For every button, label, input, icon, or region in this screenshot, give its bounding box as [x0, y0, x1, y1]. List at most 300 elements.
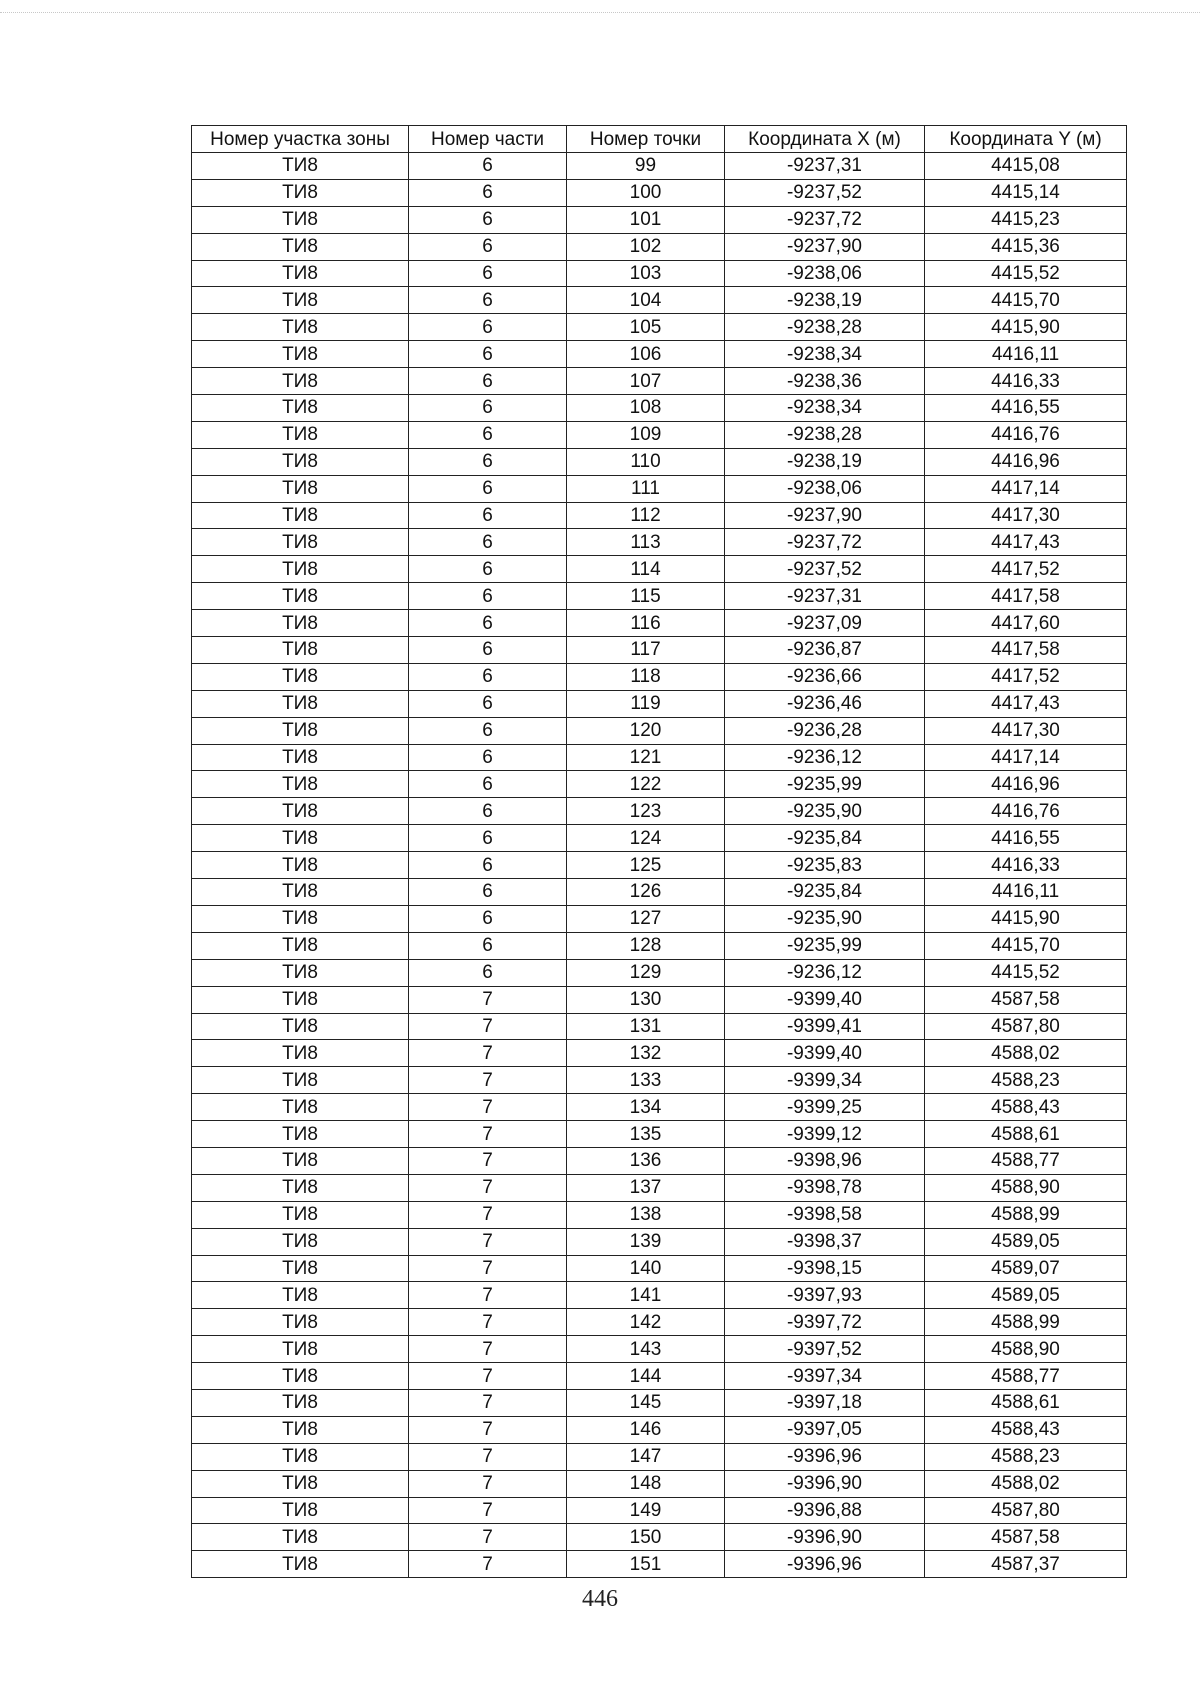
cell-part-number: 7: [409, 1389, 567, 1416]
cell-coordinate-y: 4417,58: [925, 583, 1127, 610]
cell-coordinate-x: -9397,93: [725, 1282, 925, 1309]
cell-coordinate-y: 4416,33: [925, 852, 1127, 879]
cell-coordinate-x: -9237,31: [725, 153, 925, 180]
cell-part-number: 7: [409, 1255, 567, 1282]
header-part-number: Номер части: [409, 126, 567, 153]
cell-point-number: 117: [567, 637, 725, 664]
cell-coordinate-y: 4588,43: [925, 1416, 1127, 1443]
cell-part-number: 7: [409, 1524, 567, 1551]
cell-zone-section: ТИ8: [192, 717, 409, 744]
cell-coordinate-x: -9238,28: [725, 421, 925, 448]
cell-part-number: 6: [409, 798, 567, 825]
cell-part-number: 7: [409, 1094, 567, 1121]
cell-point-number: 120: [567, 717, 725, 744]
cell-part-number: 6: [409, 153, 567, 180]
cell-point-number: 140: [567, 1255, 725, 1282]
cell-point-number: 103: [567, 260, 725, 287]
cell-zone-section: ТИ8: [192, 260, 409, 287]
cell-part-number: 7: [409, 1309, 567, 1336]
cell-coordinate-y: 4415,52: [925, 959, 1127, 986]
cell-part-number: 6: [409, 879, 567, 906]
table-row: [192, 1470, 1127, 1497]
cell-zone-section: ТИ8: [192, 1174, 409, 1201]
table-row: [192, 206, 1127, 233]
table-row: [192, 1389, 1127, 1416]
cell-point-number: 127: [567, 905, 725, 932]
cell-zone-section: ТИ8: [192, 852, 409, 879]
cell-coordinate-y: 4588,99: [925, 1201, 1127, 1228]
cell-part-number: 7: [409, 1497, 567, 1524]
cell-part-number: 6: [409, 744, 567, 771]
cell-part-number: 7: [409, 1443, 567, 1470]
cell-coordinate-y: 4588,77: [925, 1363, 1127, 1390]
cell-zone-section: ТИ8: [192, 1255, 409, 1282]
cell-part-number: 6: [409, 690, 567, 717]
cell-part-number: 6: [409, 556, 567, 583]
cell-point-number: 99: [567, 153, 725, 180]
cell-point-number: 123: [567, 798, 725, 825]
header-point-number: Номер точки: [567, 126, 725, 153]
cell-coordinate-y: 4589,07: [925, 1255, 1127, 1282]
cell-zone-section: ТИ8: [192, 1309, 409, 1336]
cell-coordinate-x: -9397,18: [725, 1389, 925, 1416]
cell-coordinate-x: -9399,25: [725, 1094, 925, 1121]
table-row: [192, 663, 1127, 690]
cell-coordinate-x: -9236,12: [725, 744, 925, 771]
cell-zone-section: ТИ8: [192, 986, 409, 1013]
cell-point-number: 119: [567, 690, 725, 717]
table-row: [192, 1524, 1127, 1551]
cell-point-number: 146: [567, 1416, 725, 1443]
cell-part-number: 6: [409, 932, 567, 959]
cell-point-number: 142: [567, 1309, 725, 1336]
cell-part-number: 6: [409, 905, 567, 932]
cell-coordinate-y: 4588,61: [925, 1121, 1127, 1148]
cell-point-number: 100: [567, 179, 725, 206]
cell-coordinate-x: -9398,37: [725, 1228, 925, 1255]
cell-part-number: 6: [409, 421, 567, 448]
cell-coordinate-y: 4415,52: [925, 260, 1127, 287]
table-row: [192, 932, 1127, 959]
cell-point-number: 104: [567, 287, 725, 314]
cell-coordinate-y: 4587,58: [925, 1524, 1127, 1551]
cell-part-number: 6: [409, 368, 567, 395]
cell-zone-section: ТИ8: [192, 637, 409, 664]
table-row: [192, 852, 1127, 879]
cell-zone-section: ТИ8: [192, 1443, 409, 1470]
cell-zone-section: ТИ8: [192, 475, 409, 502]
cell-point-number: 122: [567, 771, 725, 798]
cell-part-number: 6: [409, 475, 567, 502]
table-row: [192, 475, 1127, 502]
table-row: [192, 1551, 1127, 1578]
table-row: [192, 1174, 1127, 1201]
cell-part-number: 7: [409, 1201, 567, 1228]
cell-zone-section: ТИ8: [192, 744, 409, 771]
cell-coordinate-x: -9399,12: [725, 1121, 925, 1148]
cell-point-number: 138: [567, 1201, 725, 1228]
cell-part-number: 6: [409, 206, 567, 233]
cell-coordinate-x: -9237,52: [725, 179, 925, 206]
cell-coordinate-y: 4588,43: [925, 1094, 1127, 1121]
cell-zone-section: ТИ8: [192, 1067, 409, 1094]
cell-part-number: 6: [409, 959, 567, 986]
table-row: [192, 1443, 1127, 1470]
cell-coordinate-y: 4417,43: [925, 529, 1127, 556]
table-row: [192, 583, 1127, 610]
cell-coordinate-x: -9238,19: [725, 287, 925, 314]
cell-point-number: 118: [567, 663, 725, 690]
cell-point-number: 110: [567, 448, 725, 475]
cell-point-number: 147: [567, 1443, 725, 1470]
cell-coordinate-y: 4417,14: [925, 475, 1127, 502]
cell-coordinate-x: -9397,34: [725, 1363, 925, 1390]
cell-coordinate-y: 4588,99: [925, 1309, 1127, 1336]
table-row: [192, 395, 1127, 422]
table-row: [192, 179, 1127, 206]
cell-zone-section: ТИ8: [192, 663, 409, 690]
cell-coordinate-x: -9397,52: [725, 1336, 925, 1363]
cell-zone-section: ТИ8: [192, 932, 409, 959]
table-row: [192, 798, 1127, 825]
cell-zone-section: ТИ8: [192, 1416, 409, 1443]
cell-part-number: 6: [409, 448, 567, 475]
cell-coordinate-x: -9398,78: [725, 1174, 925, 1201]
cell-zone-section: ТИ8: [192, 1524, 409, 1551]
cell-coordinate-x: -9398,96: [725, 1147, 925, 1174]
table-row: [192, 368, 1127, 395]
cell-coordinate-x: -9399,40: [725, 986, 925, 1013]
table-header-row: [192, 126, 1127, 153]
cell-zone-section: ТИ8: [192, 287, 409, 314]
cell-part-number: 6: [409, 852, 567, 879]
cell-point-number: 149: [567, 1497, 725, 1524]
cell-part-number: 6: [409, 771, 567, 798]
cell-coordinate-y: 4588,90: [925, 1174, 1127, 1201]
cell-zone-section: ТИ8: [192, 825, 409, 852]
table-row: [192, 1121, 1127, 1148]
cell-point-number: 115: [567, 583, 725, 610]
cell-part-number: 7: [409, 1228, 567, 1255]
cell-part-number: 6: [409, 825, 567, 852]
table-row: [192, 637, 1127, 664]
cell-point-number: 107: [567, 368, 725, 395]
cell-coordinate-y: 4417,58: [925, 637, 1127, 664]
cell-zone-section: ТИ8: [192, 502, 409, 529]
cell-zone-section: ТИ8: [192, 341, 409, 368]
table-row: [192, 1147, 1127, 1174]
cell-coordinate-y: 4588,02: [925, 1040, 1127, 1067]
cell-coordinate-y: 4416,96: [925, 448, 1127, 475]
table-row: [192, 1309, 1127, 1336]
cell-zone-section: ТИ8: [192, 1147, 409, 1174]
cell-coordinate-x: -9397,05: [725, 1416, 925, 1443]
cell-point-number: 130: [567, 986, 725, 1013]
cell-coordinate-x: -9235,90: [725, 905, 925, 932]
table-row: [192, 1282, 1127, 1309]
cell-part-number: 6: [409, 260, 567, 287]
cell-coordinate-y: 4587,58: [925, 986, 1127, 1013]
cell-coordinate-y: 4415,90: [925, 905, 1127, 932]
table-row: [192, 1201, 1127, 1228]
cell-part-number: 6: [409, 502, 567, 529]
cell-zone-section: ТИ8: [192, 771, 409, 798]
cell-coordinate-x: -9235,90: [725, 798, 925, 825]
table-row: [192, 529, 1127, 556]
cell-zone-section: ТИ8: [192, 583, 409, 610]
cell-coordinate-y: 4589,05: [925, 1282, 1127, 1309]
cell-point-number: 133: [567, 1067, 725, 1094]
table-row: [192, 1416, 1127, 1443]
cell-coordinate-x: -9237,09: [725, 610, 925, 637]
cell-coordinate-x: -9236,12: [725, 959, 925, 986]
cell-coordinate-x: -9236,87: [725, 637, 925, 664]
cell-part-number: 7: [409, 1416, 567, 1443]
cell-zone-section: ТИ8: [192, 1228, 409, 1255]
table-row: [192, 1228, 1127, 1255]
cell-part-number: 7: [409, 1040, 567, 1067]
cell-zone-section: ТИ8: [192, 1013, 409, 1040]
cell-coordinate-y: 4417,14: [925, 744, 1127, 771]
table-row: [192, 1363, 1127, 1390]
cell-coordinate-y: 4588,77: [925, 1147, 1127, 1174]
cell-zone-section: ТИ8: [192, 610, 409, 637]
cell-coordinate-y: 4416,76: [925, 798, 1127, 825]
cell-coordinate-x: -9236,66: [725, 663, 925, 690]
cell-coordinate-y: 4415,90: [925, 314, 1127, 341]
cell-coordinate-y: 4588,61: [925, 1389, 1127, 1416]
table-row: [192, 341, 1127, 368]
cell-coordinate-y: 4588,90: [925, 1336, 1127, 1363]
cell-point-number: 113: [567, 529, 725, 556]
cell-coordinate-x: -9396,90: [725, 1470, 925, 1497]
cell-zone-section: ТИ8: [192, 1470, 409, 1497]
cell-coordinate-x: -9399,41: [725, 1013, 925, 1040]
cell-zone-section: ТИ8: [192, 314, 409, 341]
cell-coordinate-x: -9238,06: [725, 475, 925, 502]
cell-coordinate-x: -9238,36: [725, 368, 925, 395]
cell-point-number: 102: [567, 233, 725, 260]
cell-part-number: 6: [409, 610, 567, 637]
cell-zone-section: ТИ8: [192, 798, 409, 825]
cell-part-number: 7: [409, 1336, 567, 1363]
cell-coordinate-y: 4415,70: [925, 932, 1127, 959]
cell-coordinate-y: 4416,33: [925, 368, 1127, 395]
table-body: [192, 153, 1127, 1578]
cell-coordinate-y: 4417,52: [925, 663, 1127, 690]
table-row: [192, 610, 1127, 637]
scan-edge-line: [0, 12, 1200, 13]
cell-part-number: 6: [409, 179, 567, 206]
cell-point-number: 125: [567, 852, 725, 879]
table-row: [192, 421, 1127, 448]
cell-part-number: 7: [409, 1363, 567, 1390]
cell-coordinate-x: -9237,72: [725, 206, 925, 233]
cell-point-number: 134: [567, 1094, 725, 1121]
cell-coordinate-y: 4417,52: [925, 556, 1127, 583]
table-row: [192, 233, 1127, 260]
cell-point-number: 128: [567, 932, 725, 959]
cell-point-number: 135: [567, 1121, 725, 1148]
cell-point-number: 116: [567, 610, 725, 637]
header-zone-section: Номер участка зоны: [192, 126, 409, 153]
table-row: [192, 1336, 1127, 1363]
cell-coordinate-y: 4416,55: [925, 395, 1127, 422]
cell-part-number: 7: [409, 1551, 567, 1578]
cell-part-number: 6: [409, 395, 567, 422]
cell-point-number: 112: [567, 502, 725, 529]
cell-coordinate-y: 4589,05: [925, 1228, 1127, 1255]
table-row: [192, 314, 1127, 341]
table-row: [192, 825, 1127, 852]
cell-zone-section: ТИ8: [192, 1121, 409, 1148]
cell-part-number: 7: [409, 1147, 567, 1174]
cell-coordinate-x: -9238,34: [725, 341, 925, 368]
cell-part-number: 6: [409, 529, 567, 556]
cell-part-number: 7: [409, 1282, 567, 1309]
cell-point-number: 137: [567, 1174, 725, 1201]
table-row: [192, 153, 1127, 180]
cell-zone-section: ТИ8: [192, 959, 409, 986]
cell-part-number: 7: [409, 1067, 567, 1094]
cell-zone-section: ТИ8: [192, 1551, 409, 1578]
cell-coordinate-x: -9236,28: [725, 717, 925, 744]
cell-coordinate-y: 4417,60: [925, 610, 1127, 637]
cell-point-number: 131: [567, 1013, 725, 1040]
coordinates-table: [191, 125, 1127, 1578]
cell-coordinate-y: 4415,36: [925, 233, 1127, 260]
table-row: [192, 1067, 1127, 1094]
cell-coordinate-y: 4415,14: [925, 179, 1127, 206]
cell-zone-section: ТИ8: [192, 529, 409, 556]
cell-coordinate-y: 4417,43: [925, 690, 1127, 717]
cell-coordinate-x: -9238,34: [725, 395, 925, 422]
cell-point-number: 129: [567, 959, 725, 986]
cell-coordinate-x: -9237,52: [725, 556, 925, 583]
cell-coordinate-y: 4416,76: [925, 421, 1127, 448]
cell-coordinate-y: 4588,02: [925, 1470, 1127, 1497]
header-coordinate-x: Координата X (м): [725, 126, 925, 153]
page-number: 446: [582, 1586, 618, 1612]
cell-zone-section: ТИ8: [192, 153, 409, 180]
cell-part-number: 6: [409, 583, 567, 610]
cell-coordinate-x: -9237,31: [725, 583, 925, 610]
cell-part-number: 7: [409, 1174, 567, 1201]
cell-coordinate-x: -9396,90: [725, 1524, 925, 1551]
cell-coordinate-y: 4417,30: [925, 717, 1127, 744]
cell-point-number: 111: [567, 475, 725, 502]
cell-zone-section: ТИ8: [192, 690, 409, 717]
table-row: [192, 905, 1127, 932]
table-row: [192, 771, 1127, 798]
table-row: [192, 448, 1127, 475]
cell-coordinate-x: -9238,28: [725, 314, 925, 341]
cell-zone-section: ТИ8: [192, 1282, 409, 1309]
table-row: [192, 717, 1127, 744]
cell-zone-section: ТИ8: [192, 395, 409, 422]
cell-part-number: 7: [409, 1013, 567, 1040]
cell-coordinate-x: -9238,19: [725, 448, 925, 475]
table-row: [192, 287, 1127, 314]
cell-coordinate-y: 4587,37: [925, 1551, 1127, 1578]
coordinates-table-container: [191, 125, 1126, 1578]
cell-coordinate-y: 4416,55: [925, 825, 1127, 852]
cell-point-number: 145: [567, 1389, 725, 1416]
cell-coordinate-x: -9397,72: [725, 1309, 925, 1336]
table-row: [192, 744, 1127, 771]
cell-coordinate-y: 4416,11: [925, 341, 1127, 368]
cell-point-number: 141: [567, 1282, 725, 1309]
table-row: [192, 1040, 1127, 1067]
table-row: [192, 556, 1127, 583]
cell-coordinate-x: -9236,46: [725, 690, 925, 717]
cell-coordinate-x: -9237,90: [725, 502, 925, 529]
cell-zone-section: ТИ8: [192, 1201, 409, 1228]
cell-coordinate-x: -9235,99: [725, 932, 925, 959]
cell-coordinate-x: -9235,84: [725, 879, 925, 906]
cell-zone-section: ТИ8: [192, 905, 409, 932]
cell-zone-section: ТИ8: [192, 1336, 409, 1363]
cell-coordinate-x: -9399,40: [725, 1040, 925, 1067]
cell-point-number: 151: [567, 1551, 725, 1578]
table-row: [192, 959, 1127, 986]
cell-zone-section: ТИ8: [192, 556, 409, 583]
cell-zone-section: ТИ8: [192, 448, 409, 475]
cell-zone-section: ТИ8: [192, 1389, 409, 1416]
cell-zone-section: ТИ8: [192, 1497, 409, 1524]
cell-point-number: 105: [567, 314, 725, 341]
cell-coordinate-x: -9238,06: [725, 260, 925, 287]
cell-coordinate-x: -9235,84: [725, 825, 925, 852]
cell-zone-section: ТИ8: [192, 421, 409, 448]
cell-coordinate-x: -9399,34: [725, 1067, 925, 1094]
cell-point-number: 124: [567, 825, 725, 852]
cell-point-number: 139: [567, 1228, 725, 1255]
cell-zone-section: ТИ8: [192, 1363, 409, 1390]
cell-part-number: 6: [409, 663, 567, 690]
cell-point-number: 136: [567, 1147, 725, 1174]
cell-coordinate-x: -9398,15: [725, 1255, 925, 1282]
cell-coordinate-y: 4415,23: [925, 206, 1127, 233]
cell-zone-section: ТИ8: [192, 368, 409, 395]
header-coordinate-y: Координата Y (м): [925, 126, 1127, 153]
cell-point-number: 109: [567, 421, 725, 448]
cell-zone-section: ТИ8: [192, 879, 409, 906]
cell-part-number: 6: [409, 341, 567, 368]
cell-coordinate-y: 4415,08: [925, 153, 1127, 180]
cell-coordinate-x: -9235,83: [725, 852, 925, 879]
cell-point-number: 148: [567, 1470, 725, 1497]
cell-point-number: 108: [567, 395, 725, 422]
cell-part-number: 6: [409, 287, 567, 314]
cell-coordinate-x: -9235,99: [725, 771, 925, 798]
table-row: [192, 502, 1127, 529]
cell-zone-section: ТИ8: [192, 206, 409, 233]
cell-coordinate-x: -9396,96: [725, 1551, 925, 1578]
cell-part-number: 7: [409, 986, 567, 1013]
cell-coordinate-y: 4587,80: [925, 1497, 1127, 1524]
table-row: [192, 1497, 1127, 1524]
table-row: [192, 879, 1127, 906]
cell-coordinate-y: 4415,70: [925, 287, 1127, 314]
cell-part-number: 6: [409, 233, 567, 260]
table-row: [192, 1013, 1127, 1040]
cell-part-number: 6: [409, 637, 567, 664]
cell-coordinate-y: 4588,23: [925, 1067, 1127, 1094]
cell-point-number: 114: [567, 556, 725, 583]
cell-coordinate-x: -9396,88: [725, 1497, 925, 1524]
cell-point-number: 132: [567, 1040, 725, 1067]
